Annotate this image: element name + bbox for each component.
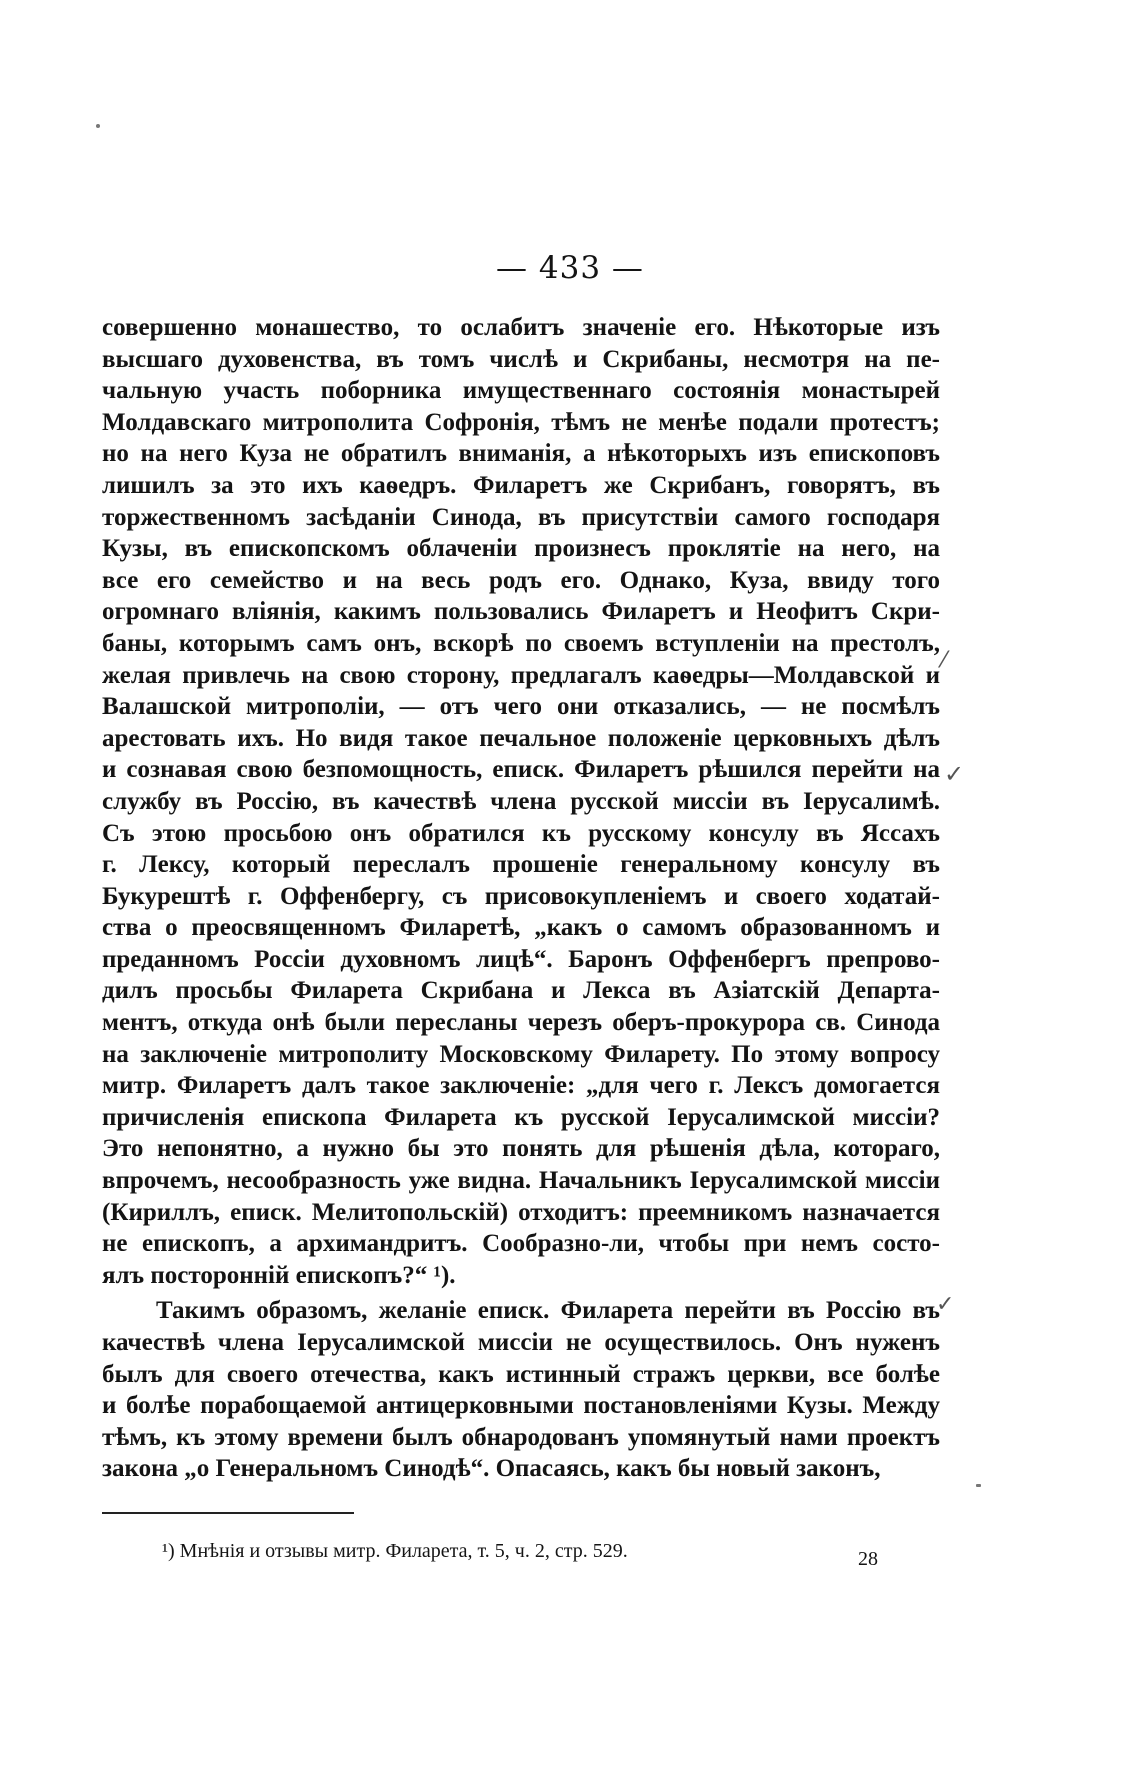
text-line: тѣмъ, къ этому времени былъ обнародованъ упомянутый нами проектъ — [102, 1423, 940, 1451]
text-line: закона „о Генеральномъ Синодѣ“. Опасаясь, какъ бы новый законъ, — [102, 1455, 881, 1483]
text-line: Молдавскаго митрополита Софронія, тѣмъ не менѣе подали протестъ; — [102, 408, 940, 436]
text-line: былъ для своего отечества, какъ истинный стражъ церкви, все болѣе — [102, 1360, 940, 1388]
paper-speck — [976, 1484, 981, 1487]
text-line: но на него Куза не обратилъ вниманія, а нѣкоторыхъ изъ епископовъ — [102, 440, 940, 468]
text-line: дилъ просьбы Филарета Скрибана и Лекса въ Азіатскій Департа- — [102, 977, 940, 1005]
text-line: огромнаго вліянія, какимъ пользовались Филаретъ и Неофитъ Скри- — [102, 598, 940, 626]
text-line: чальную участь поборника имущественнаго состоянія монастырей — [102, 377, 940, 405]
text-line: митр. Филаретъ далъ такое заключеніе: „для чего г. Лексъ домогается — [102, 1072, 940, 1100]
text-line: ялъ посторонній епископъ?“ ¹). — [102, 1261, 456, 1289]
footnote-rule — [102, 1512, 354, 1514]
margin-check-mark: ✓ — [944, 760, 965, 788]
text-line: качествѣ члена Іерусалимской миссіи не осуществилось. Онъ нуженъ — [102, 1329, 940, 1356]
text-line: лишилъ за это ихъ каѳедръ. Филаретъ же Скрибанъ, говорятъ, въ — [102, 471, 940, 499]
text-line: арестовать ихъ. Но видя такое печальное положеніе церковныхъ дѣлъ — [102, 724, 940, 752]
text-line: желая привлечь на свою сторону, предлагалъ каѳедры—Молдавской и — [102, 661, 940, 689]
text-line: Кузы, въ епископскомъ облаченіи произнесъ проклятіе на него, на — [102, 535, 940, 563]
text-line: Съ этою просьбою онъ обратился къ русскому консулу въ Яссахъ — [102, 819, 940, 847]
page-number: — 433 — — [496, 250, 644, 286]
text-line: Такимъ образомъ, желаніе еписк. Филарета перейти въ Россію въ — [156, 1297, 940, 1325]
text-line: причисленія епископа Филарета къ русской Іерусалимской миссіи? — [102, 1103, 940, 1131]
text-line: торжественномъ засѣданіи Синода, въ присутствіи самого господаря — [102, 503, 940, 531]
text-line: Валашской митрополіи, — отъ чего они отказались, — не посмѣлъ — [102, 693, 940, 721]
text-line: высшаго духовенства, въ томъ числѣ и Скрибаны, несмотря на пе- — [102, 345, 940, 373]
text-line: не епископъ, а архимандритъ. Сообразно-ли, чтобы при немъ состо- — [102, 1230, 940, 1258]
body-text — [102, 312, 940, 1485]
paper-speck — [96, 124, 100, 128]
margin-check-mark: ✓ — [936, 1292, 955, 1317]
signature-mark: 28 — [858, 1548, 878, 1570]
text-line: г. Лексу, который переслалъ прошеніе генеральному консулу въ — [102, 851, 940, 879]
text-line: службу въ Россію, въ качествѣ члена русской миссіи въ Іерусалимѣ. — [102, 787, 940, 815]
paragraph-2 — [102, 1295, 940, 1485]
text-line: ства о преосвященномъ Филаретѣ, „какъ о самомъ образованномъ и — [102, 914, 940, 942]
margin-pencil-mark: ⁄ — [942, 648, 946, 673]
text-line: впрочемъ, несообразность уже видна. Начальникъ Іерусалимской миссіи — [102, 1167, 940, 1195]
footnote: ¹) Мнѣнія и отзывы митр. Филарета, т. 5, ч. 2, стр. 529. — [162, 1540, 628, 1562]
paragraph-1 — [102, 312, 940, 1291]
text-line: преданномъ Россіи духовномъ лицѣ“. Баронъ Оффенбергъ препрово- — [102, 945, 940, 973]
text-line: Букурештѣ г. Оффенбергу, съ присовокупленіемъ и своего ходатай- — [102, 882, 940, 910]
text-line: баны, которымъ самъ онъ, вскорѣ по своемъ вступленіи на престолъ, — [102, 629, 940, 657]
text-line: все его семейство и на весь родъ его. Однако, Куза, ввиду того — [102, 566, 940, 594]
text-line: и сознавая свою безпомощность, еписк. Филаретъ рѣшился перейти на — [102, 756, 940, 784]
text-line: совершенно монашество, то ослабитъ значеніе его. Нѣкоторые изъ — [102, 314, 940, 341]
text-line: и болѣе порабощаемой антицерковными постановленіями Кузы. Между — [102, 1392, 940, 1420]
text-line: ментъ, откуда онѣ были пересланы черезъ оберъ-прокурора св. Синода — [102, 1009, 940, 1037]
text-line: (Кириллъ, еписк. Мелитопольскій) отходитъ: преемникомъ назначается — [102, 1198, 940, 1226]
text-line: Это непонятно, а нужно бы это понять для рѣшенія дѣла, котораго, — [102, 1135, 940, 1163]
text-line: на заключеніе митрополиту Московскому Филарету. По этому вопросу — [102, 1040, 940, 1068]
